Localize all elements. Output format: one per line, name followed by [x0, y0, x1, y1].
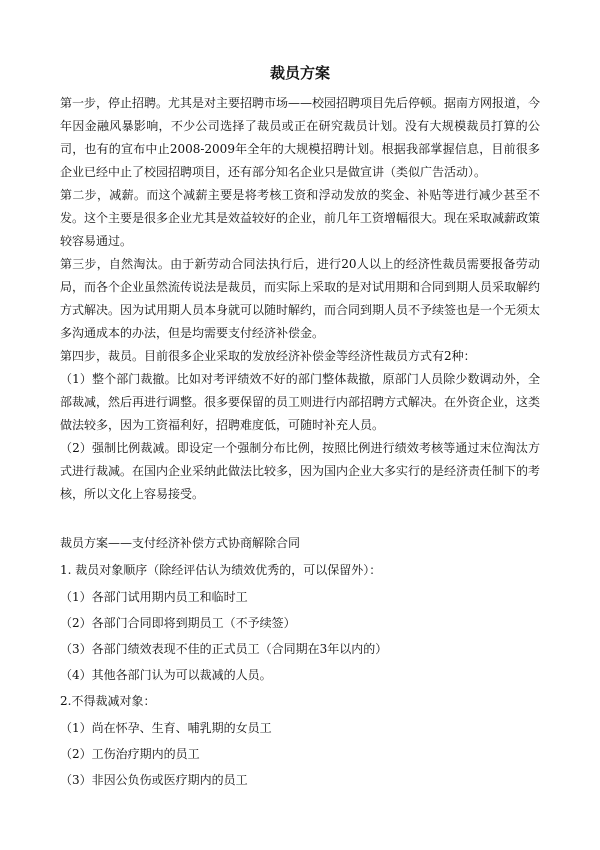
paragraph-option-2: （2）强制比例裁减。即设定一个强制分布比例，按照比例进行绩效考核等通过末位淘汰方式进行裁减。在国内企业采纳此做法比较多，因为国内企业大多实行的是经济责任制下的考核，所以文化上容易接受。 — [60, 441, 541, 501]
document-title: 裁员方案 — [269, 64, 330, 82]
protected-heading: 2.不得裁减对象： — [60, 694, 156, 708]
protected-item: （3）非因公负伤或医疗期内的员工 — [60, 773, 248, 787]
section-gap — [60, 506, 540, 530]
protected-item: （2）工伤治疗期内的员工 — [60, 747, 200, 761]
layoff-order-item: （1）各部门试用期内员工和临时工 — [60, 590, 248, 604]
layoff-order-item: （2）各部门合同即将到期员工（不予续签） — [60, 616, 296, 630]
layoff-order-heading: 1. 裁员对象顺序（除经评估认为绩效优秀的，可以保留外）： — [60, 563, 382, 577]
paragraph-step-1: 第一步，停止招聘。尤其是对主要招聘市场——校园招聘项目先后停顿。据南方网报道，今年因金融风暴影响，不少公司选择了裁员或正在研究裁员计划。没有大规模裁员打算的公司，也有的宣布中止2008-2009年全年的大规模招聘计划。根据我部掌握信息，目前很多企业已经中止了校园招聘项目，还有部分知名企业只是做宣讲（类似广告活动）。 — [60, 96, 541, 179]
section2-heading: 裁员方案——支付经济补偿方式协商解除合同 — [60, 536, 301, 550]
protected-item: （1）尚在怀孕、生育、哺乳期的女员工 — [60, 721, 272, 735]
paragraph-step-3: 第三步，自然淘汰。由于新劳动合同法执行后，进行20人以上的经济性裁员需要报备劳动局，而各个企业虽然流传说法是裁员，而实际上采取的是对试用期和合同到期人员采取解约方式解决。因为试用期人员本身就可以随时解约，而合同到期人员不予续签也是一个无须太多沟通成本的办法，但是均需要支付经济补偿金。 — [60, 257, 541, 340]
layoff-order-item: （4）其他各部门认为可以裁减的人员。 — [60, 668, 272, 682]
paragraph-option-1: （1）整个部门裁撤。比如对考评绩效不好的部门整体裁撤，原部门人员除少数调动外，全部裁减，然后再进行调整。很多要保留的员工则进行内部招聘方式解决。在外资企业，这类做法较多，因为工资福利好，招聘难度低，可随时补充人员。 — [60, 372, 541, 432]
layoff-order-item: （3）各部门绩效表现不佳的正式员工（合同期在3年以内的） — [60, 642, 388, 656]
paragraph-step-4: 第四步，裁员。目前很多企业采取的发放经济补偿金等经济性裁员方式有2种： — [60, 349, 476, 363]
paragraph-step-2: 第二步，减薪。而这个减薪主要是将考核工资和浮动发放的奖金、补贴等进行减少甚至不发。这个主要是很多企业尤其是效益较好的企业，前几年工资增幅很大。现在采取减薪政策较容易通过。 — [60, 188, 541, 248]
